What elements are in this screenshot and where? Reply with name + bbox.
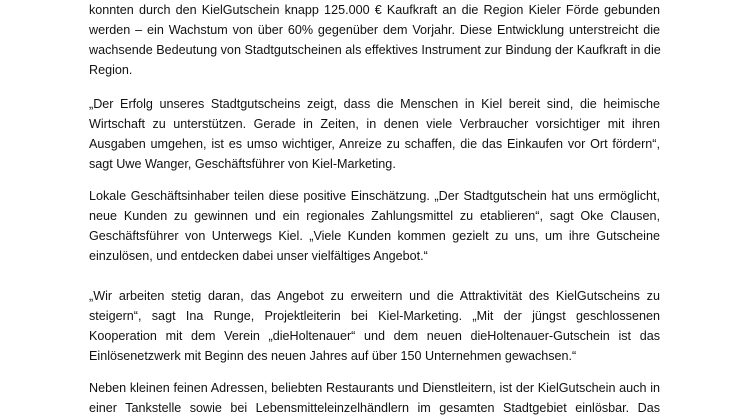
text-line: konnten durch den KielGutschein knapp 125.000 € Kaufkraft an die Region Kieler Förde gebunden — [89, 3, 660, 17]
text-line: Region. — [89, 63, 133, 77]
text-line: neue Kunden zu gewinnen und ein regionales Zahlungsmittel zu etablieren“, sagt Oke Clausen, — [89, 209, 660, 223]
text-line: Einlösenetzwerk mit Beginn des neuen Jahres auf über 150 Unternehmen gewachsen.“ — [89, 349, 577, 363]
text-line: Kooperation mit dem Verein „dieHoltenauer“ und dem neuen dieHoltenauer-Gutschein ist das — [89, 329, 660, 343]
text-line: Wirtschaft zu unterstützen. Gerade in Zeiten, in denen viele Verbraucher vorsichtiger mit ihren — [89, 117, 660, 131]
text-line: einzulösen, und entdecken dabei unser vielfältiges Angebot.“ — [89, 249, 428, 263]
text-line: „Wir arbeiten stetig daran, das Angebot zu erweitern und die Attraktivität des KielGutscheins zu — [89, 289, 660, 303]
text-line: werden – ein Wachstum von über 60% gegenüber dem Vorjahr. Diese Entwicklung unterstreicht die — [89, 23, 660, 37]
text-line: wachsende Bedeutung von Stadtgutscheinen als effektives Instrument zur Bindung der Kaufkraft in die — [89, 43, 661, 57]
text-line: Lokale Geschäftsinhaber teilen diese positive Einschätzung. „Der Stadtgutschein hat uns ermöglicht, — [89, 189, 660, 203]
text-line: sagt Uwe Wanger, Geschäftsführer von Kiel-Marketing. — [89, 157, 396, 171]
text-line: Geschäftsführer von Unterwegs Kiel. „Viele Kunden kommen gezielt zu uns, um ihre Gutscheine — [89, 229, 660, 243]
text-line: steigern“, sagt Ina Runge, Projektleiterin bei Kiel-Marketing. „Mit der jüngst geschlossenen — [89, 309, 660, 323]
text-line: einer Tankstelle sowie bei Lebensmitteleinzelhändlern im gesamten Stadtgebiet einlösbar. Das — [89, 401, 660, 415]
text-line: Ausgaben umgehen, ist es umso wichtiger, Anreize zu schaffen, die das Einkaufen vor Ort fördern“, — [89, 137, 660, 151]
text-line: „Der Erfolg unseres Stadtgutscheins zeigt, dass die Menschen in Kiel bereit sind, die heimische — [89, 97, 660, 111]
text-line: Neben kleinen feinen Adressen, beliebten Restaurants und Dienstleitern, ist der KielGutschein auch in — [89, 381, 660, 395]
